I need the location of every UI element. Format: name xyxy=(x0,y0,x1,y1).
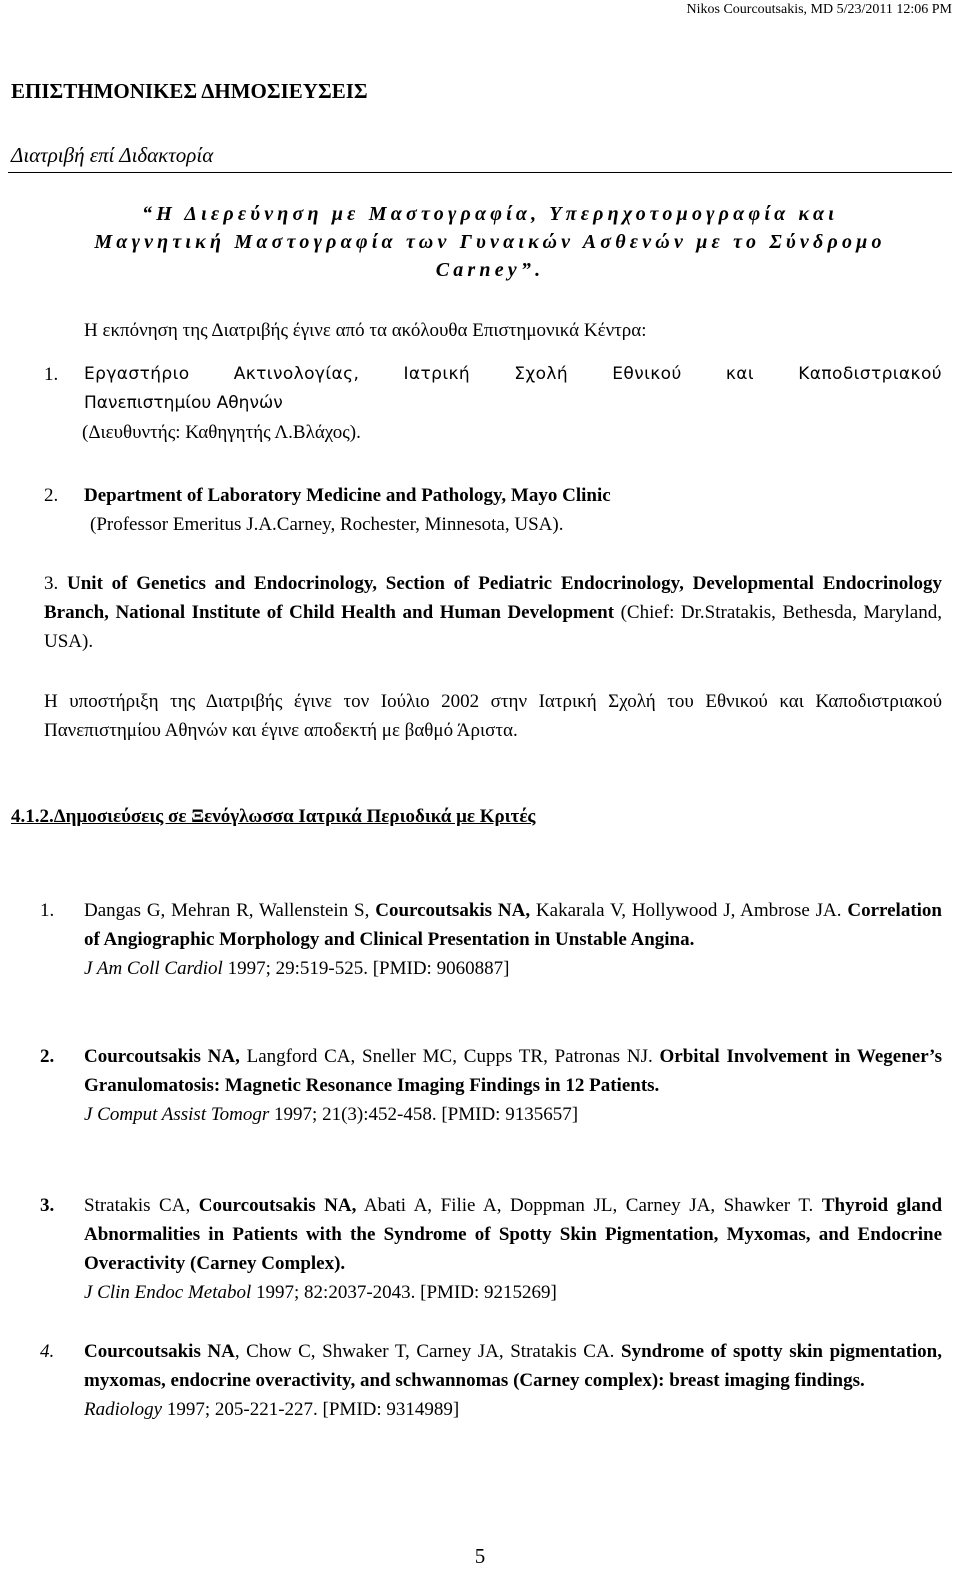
center-name: Εργαστήριο Ακτινολογίας, Ιατρική Σχολή Εθνικού και Καποδιστριακού xyxy=(84,364,942,384)
publication-authors: Dangas G, Mehran R, Wallenstein S, xyxy=(84,900,376,921)
publication-journal: J Clin Endoc Metabol xyxy=(84,1282,252,1303)
page-number: 5 xyxy=(474,1544,486,1568)
publication-number: 1. xyxy=(40,900,55,921)
publication-authors: Abati A, Filie A, Doppman JL, Carney JA, Shawker T. xyxy=(356,1195,822,1216)
publication-item xyxy=(40,1042,942,1129)
thesis-title-line: Carney”. xyxy=(435,259,545,281)
thesis-title xyxy=(40,200,940,284)
page-header: Nikos Courcoutsakis, MD 5/23/2011 12:06 PM xyxy=(686,2,952,17)
publication-journal: J Am Coll Cardiol xyxy=(84,958,223,979)
center-number: 3. xyxy=(44,573,59,594)
publication-authors: Stratakis CA, xyxy=(84,1195,199,1216)
intro-text: Η εκπόνηση της Διατριβής έγινε από τα ακόλουθα Επιστημονικά Κέντρα: xyxy=(84,320,647,341)
publication-citation: 1997; 29:519-525. [PMID: 9060887] xyxy=(222,958,510,979)
publication-item xyxy=(40,1191,942,1307)
center-director: (Διευθυντής: Καθηγητής Λ.Βλάχος). xyxy=(82,422,361,443)
center-director: (Professor Emeritus J.A.Carney, Rochester, Minnesota, USA). xyxy=(90,514,564,535)
publication-journal: Radiology xyxy=(84,1399,163,1420)
publication-citation: 1997; 21(3):452-458. [PMID: 9135657] xyxy=(269,1104,579,1125)
publication-title: Syndrome of spotty skin pigmentation, myxomas, endocrine overactivity, and schwannomas (Carney complex): breast imaging findings. xyxy=(84,1341,942,1391)
thesis-title-line: “Η Διερεύνηση με Μαστογραφία, Υπερηχοτομογραφία και xyxy=(142,203,838,225)
heading-divider xyxy=(8,172,952,173)
center-director: (Chief: Dr.Stratakis, Bethesda, Maryland, USA). xyxy=(44,602,942,652)
center-item xyxy=(44,481,942,539)
publication-citation: 1997; 205-221-227. [PMID: 9314989] xyxy=(162,1399,460,1420)
publication-item xyxy=(40,1337,942,1424)
center-name: Unit of Genetics and Endocrinology, Section of Pediatric Endocrinology, Developmental Endocrinology Branch, National Institute of Child Health and Human Development xyxy=(44,573,943,623)
publication-title: Correlation of Angiographic Morphology and Clinical Presentation in Unstable Angina. xyxy=(84,900,942,950)
publication-citation: 1997; 82:2037-2043. [PMID: 9215269] xyxy=(251,1282,557,1303)
publication-journal: J Comput Assist Tomogr xyxy=(84,1104,270,1125)
center-item xyxy=(44,360,942,447)
publication-number: 2. xyxy=(40,1046,55,1067)
center-number: 1. xyxy=(44,364,59,385)
defense-text: Η υποστήριξη της Διατριβής έγινε τον Ιούλιο 2002 στην Ιατρική Σχολή του Εθνικού και Καποδιστριακού Πανεπιστημίου Αθηνών και έγινε αποδεκτή με βαθμό Άριστα. xyxy=(44,691,942,741)
center-name-cont: Πανεπιστημίου Αθηνών xyxy=(84,393,283,413)
center-item xyxy=(44,569,942,656)
publication-number: 4. xyxy=(40,1341,55,1362)
publication-author-highlight: Courcoutsakis NA xyxy=(84,1341,235,1362)
center-name: Department of Laboratory Medicine and Pathology, Mayo Clinic xyxy=(84,485,611,506)
thesis-title-line: Μαγνητική Μαστογραφία των Γυναικών Ασθενών με το Σύνδρομο xyxy=(94,231,886,253)
main-heading: ΕΠΙΣΤΗΜΟΝΙΚΕΣ ΔΗΜΟΣΙΕΥΣΕΙΣ xyxy=(11,79,368,103)
section-title: 4.1.2.Δημοσιεύσεις σε Ξενόγλωσσα Ιατρικά Περιοδικά με Κριτές xyxy=(11,806,536,827)
publication-number: 3. xyxy=(40,1195,55,1216)
publication-authors: Kakarala V, Hollywood J, Ambrose JA. xyxy=(530,900,848,921)
publication-item xyxy=(40,896,942,983)
publication-authors: , Chow C, Shwaker T, Carney JA, Stratakis CA. xyxy=(234,1341,621,1362)
publication-title: Orbital Involvement in Wegener’s Granulomatosis: Magnetic Resonance Imaging Findings in 12 Patients. xyxy=(84,1046,943,1096)
publication-authors: Langford CA, Sneller MC, Cupps TR, Patronas NJ. xyxy=(239,1046,660,1067)
publication-author-highlight: Courcoutsakis NA, xyxy=(375,900,531,921)
publication-author-highlight: Courcoutsakis NA, xyxy=(198,1195,357,1216)
center-number: 2. xyxy=(44,485,59,506)
sub-heading: Διατριβή επί Διδακτορία xyxy=(11,143,214,167)
publication-title: Thyroid gland Abnormalities in Patients with the Syndrome of Spotty Skin Pigmentation, Myxomas, and Endocrine Overactivity (Carney Complex). xyxy=(84,1195,943,1274)
publication-author-highlight: Courcoutsakis NA, xyxy=(84,1046,240,1067)
